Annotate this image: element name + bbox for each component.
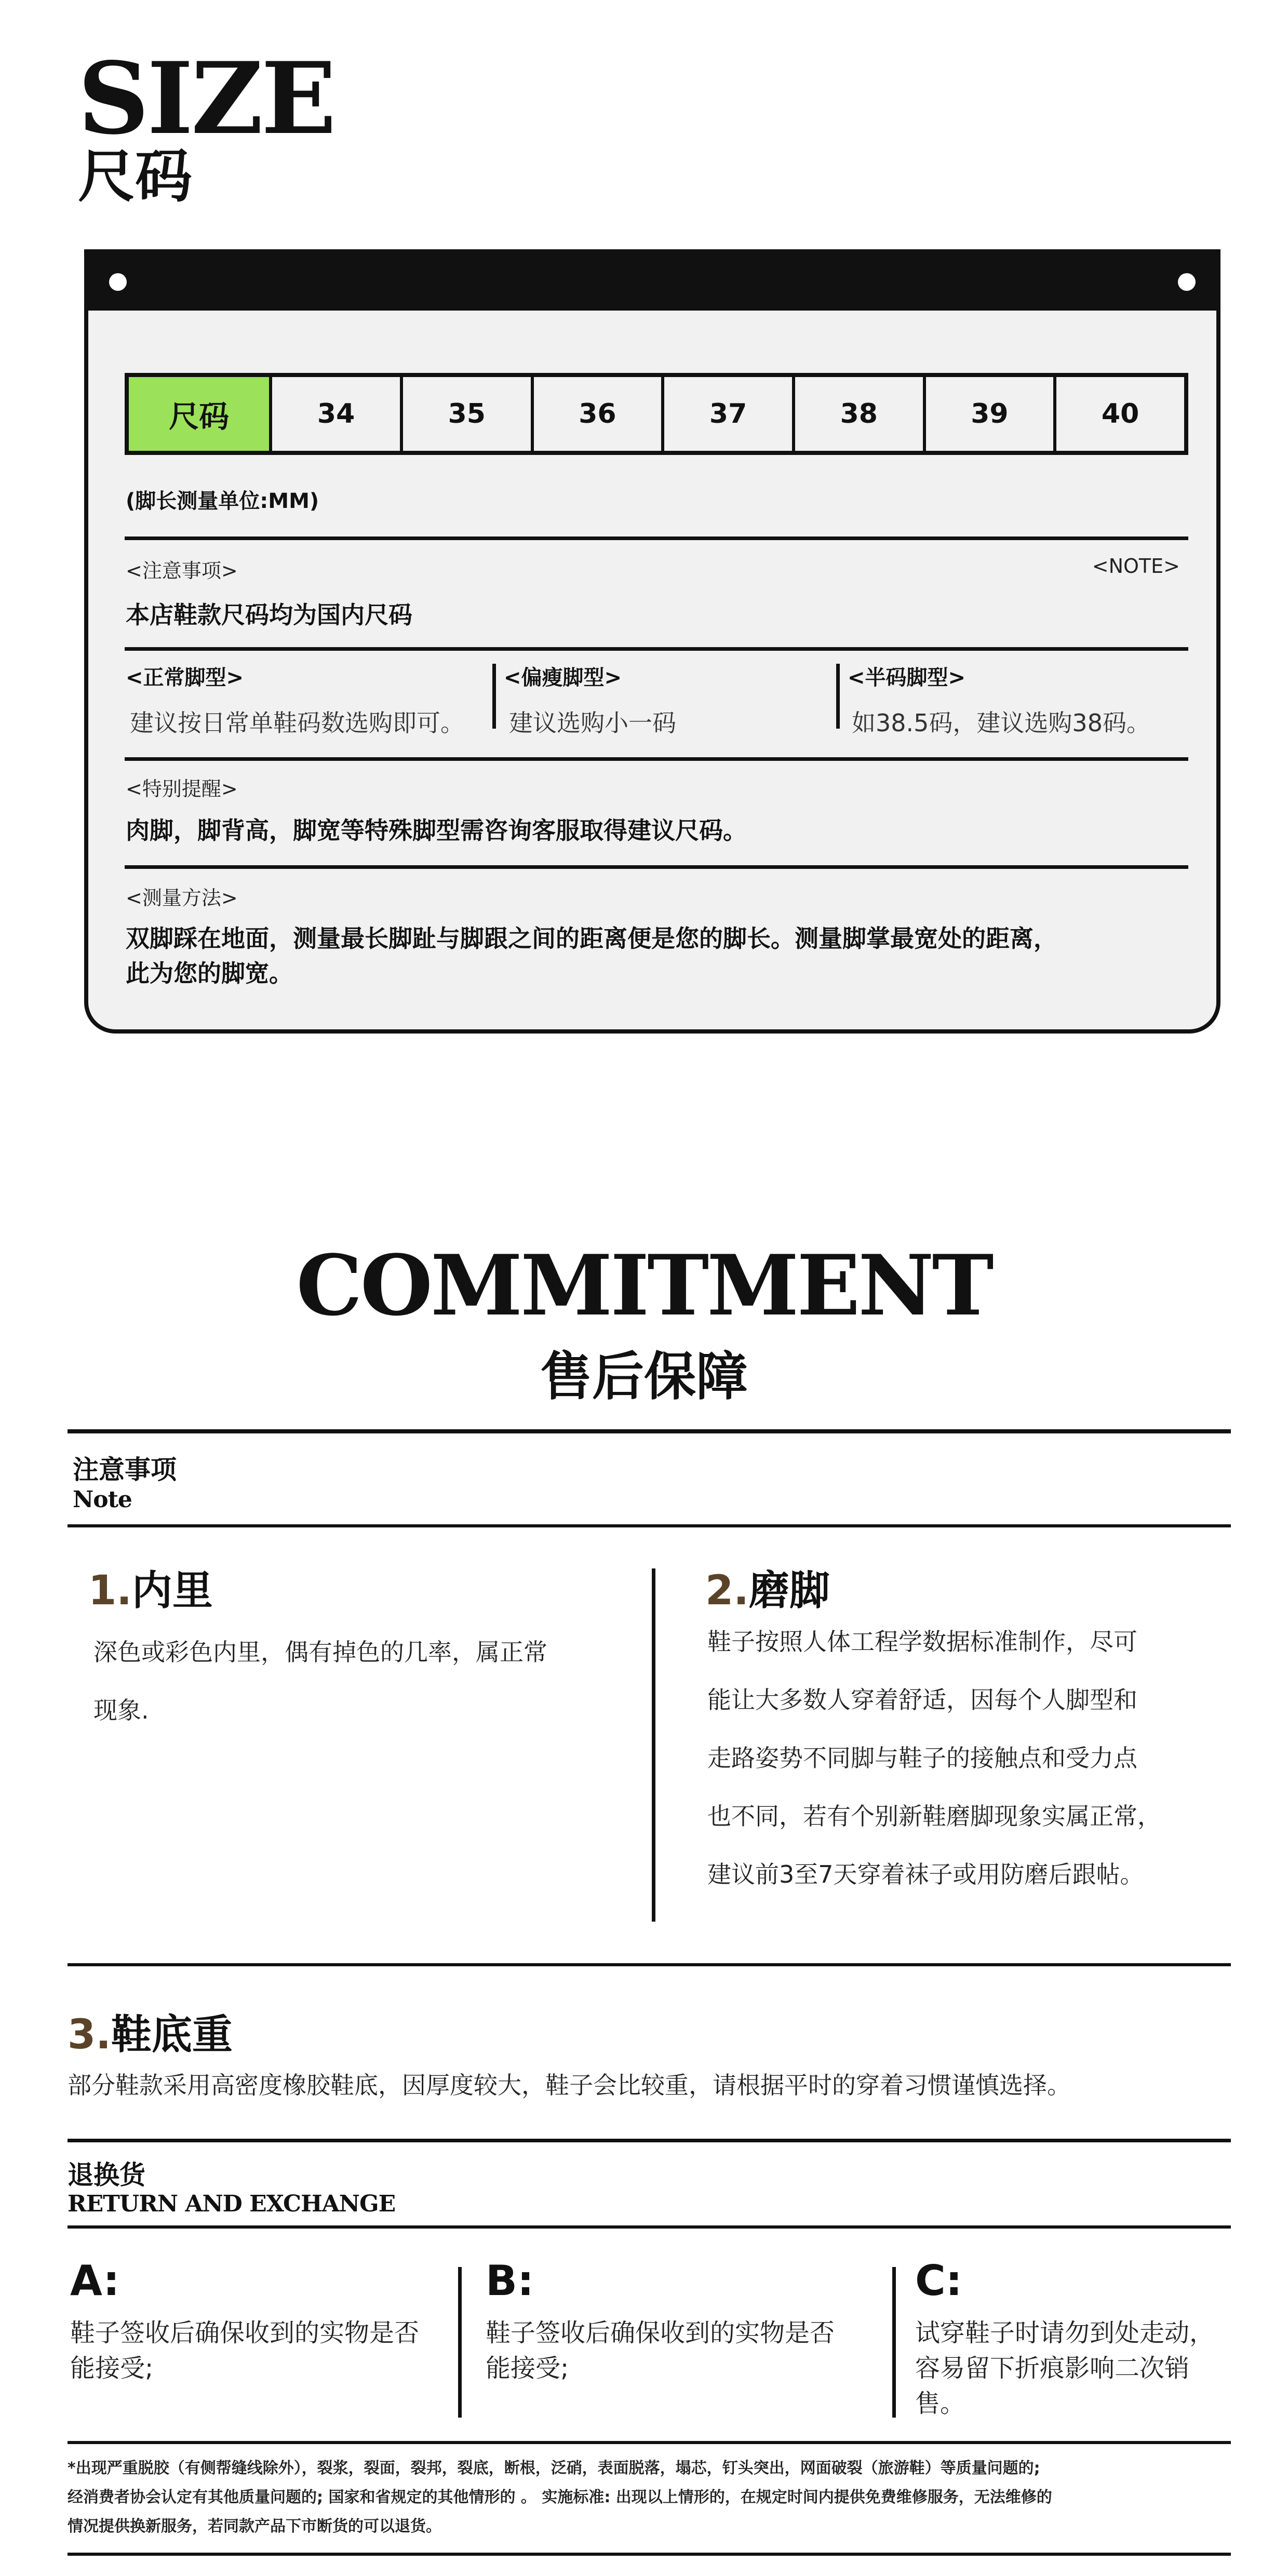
size-cell: 39 (923, 377, 1054, 451)
divider (68, 2139, 1231, 2142)
item-line: 走路姿势不同脚与鞋子的接触点和受力点 (707, 1744, 1137, 1772)
item-3-text: 部分鞋款采用高密度橡胶鞋底，因厚度较大，鞋子会比较重，请根据平时的穿着习惯谨慎选择。 (68, 2071, 1071, 2099)
footnote-line: 情况提供换新服务，若同款产品下市断货的可以退货。 (68, 2517, 441, 2535)
note-header-sub: Note (73, 1486, 132, 1513)
method-text: 此为您的脚宽。 (126, 959, 293, 987)
item-heading: 鞋底重 (111, 2011, 233, 2058)
footnote (68, 2454, 1231, 2541)
policy-a-letter: A: (70, 2257, 120, 2305)
foot-type-label: <偏瘦脚型> (504, 666, 622, 690)
item-number: 3. (68, 2011, 111, 2058)
special-text: 肉脚，脚背高，脚宽等特殊脚型需咨询客服取得建议尺码。 (126, 816, 747, 844)
method-text: 双脚踩在地面，测量最长脚趾与脚跟之间的距离便是您的脚长。测量脚掌最宽处的距离， (126, 924, 1057, 952)
card-top-bar (88, 253, 1216, 311)
policy-b-text (486, 2315, 835, 2386)
item-number: 2. (705, 1567, 749, 1614)
policy-line: 容易留下折痕影响二次销 (915, 2354, 1190, 2383)
item-line: 深色或彩色内里，偶有掉色的几率，属正常 (93, 1638, 547, 1666)
size-cell: 34 (269, 377, 400, 451)
divider (125, 757, 1188, 761)
size-table (125, 373, 1188, 455)
item-2-text (707, 1613, 1161, 1903)
size-table-header: 尺码 (129, 377, 269, 451)
divider-vertical (652, 1568, 655, 1922)
item-heading: 内里 (131, 1567, 213, 1614)
divider-vertical (458, 2267, 462, 2418)
policy-b-letter: B: (486, 2257, 534, 2305)
footnote-line: 经消费者协会认定有其他质量问题的; 国家和省规定的其他情形的 。 实施标准: 出现以上情形的，在规定时间内提供免费维修服务，无法维修的 (68, 2488, 1052, 2506)
policy-a-text (70, 2315, 419, 2386)
divider-vertical (836, 664, 840, 729)
size-chart-card (84, 249, 1220, 1034)
item-number: 1. (88, 1567, 132, 1614)
policy-line: 能接受; (486, 2354, 569, 2383)
item-heading: 磨脚 (748, 1567, 830, 1614)
note-tag: <NOTE> (1092, 555, 1180, 578)
divider-vertical (892, 2267, 896, 2418)
foot-type-text: 如38.5码，建议选购38码。 (852, 709, 1150, 737)
notes-label: <注意事项> (126, 559, 238, 582)
divider (68, 2553, 1231, 2556)
hole-right-icon (1178, 273, 1196, 291)
commitment-title: COMMITMENT (296, 1237, 992, 1334)
item-1-title (88, 1558, 213, 1616)
divider (68, 2441, 1231, 2444)
footnote-line: *出现严重脱胶（有侧帮缝线除外），裂浆，裂面，裂邦，裂底，断根，泛硝，表面脱落，塌芯，钉头突出，网面破裂（旅游鞋）等质量问题的; (68, 2459, 1040, 2477)
item-line: 能让大多数人穿着舒适，因每个人脚型和 (707, 1686, 1137, 1714)
divider (68, 1429, 1231, 1433)
policy-line: 售。 (915, 2389, 965, 2418)
size-title: SIZE (78, 41, 334, 156)
policy-line: 鞋子签收后确保收到的实物是否 (70, 2318, 420, 2347)
note-header-label: 注意事项 (73, 1455, 177, 1485)
policy-c-letter: C: (915, 2257, 962, 2305)
size-subtitle: 尺码 (78, 143, 192, 210)
divider (125, 647, 1188, 651)
item-line: 鞋子按照人体工程学数据标准制作，尽可 (707, 1628, 1137, 1656)
foot-type-text: 建议选购小一码 (509, 709, 676, 737)
item-3-title (68, 2002, 233, 2060)
policy-line: 鞋子签收后确保收到的实物是否 (486, 2318, 835, 2347)
size-cell: 40 (1053, 377, 1184, 451)
return-header-label: 退换货 (68, 2160, 145, 2190)
policy-line: 试穿鞋子时请勿到处走动， (915, 2318, 1215, 2347)
item-line: 现象. (93, 1696, 149, 1724)
divider (68, 1524, 1231, 1527)
special-label: <特别提醒> (126, 777, 238, 800)
item-line: 建议前3至7天穿着袜子或用防磨后跟帖。 (707, 1860, 1144, 1888)
item-line: 也不同，若有个别新鞋磨脚现象实属正常， (707, 1802, 1161, 1830)
size-cell: 37 (661, 377, 792, 451)
hole-left-icon (109, 273, 127, 291)
foot-type-label: <正常脚型> (126, 666, 244, 690)
commitment-subtitle: 售后保障 (540, 1346, 748, 1407)
return-header-sub: RETURN AND EXCHANGE (68, 2191, 396, 2217)
item-2-title (705, 1558, 830, 1616)
size-cell: 36 (531, 377, 662, 451)
item-1-text (93, 1623, 547, 1739)
unit-note: (脚长测量单位:MM) (126, 489, 319, 513)
method-label: <测量方法> (126, 887, 238, 909)
foot-type-label: <半码脚型> (848, 666, 966, 690)
notes-text: 本店鞋款尺码均为国内尺码 (126, 601, 412, 629)
size-cell: 38 (792, 377, 923, 451)
policy-c-text (915, 2315, 1214, 2421)
divider (68, 2225, 1231, 2229)
divider-vertical (492, 664, 496, 729)
policy-line: 能接受; (70, 2354, 154, 2383)
divider (125, 865, 1188, 869)
divider (68, 1963, 1231, 1966)
size-cell: 35 (400, 377, 531, 451)
divider (125, 536, 1188, 540)
foot-type-text: 建议按日常单鞋码数选购即可。 (130, 709, 464, 737)
